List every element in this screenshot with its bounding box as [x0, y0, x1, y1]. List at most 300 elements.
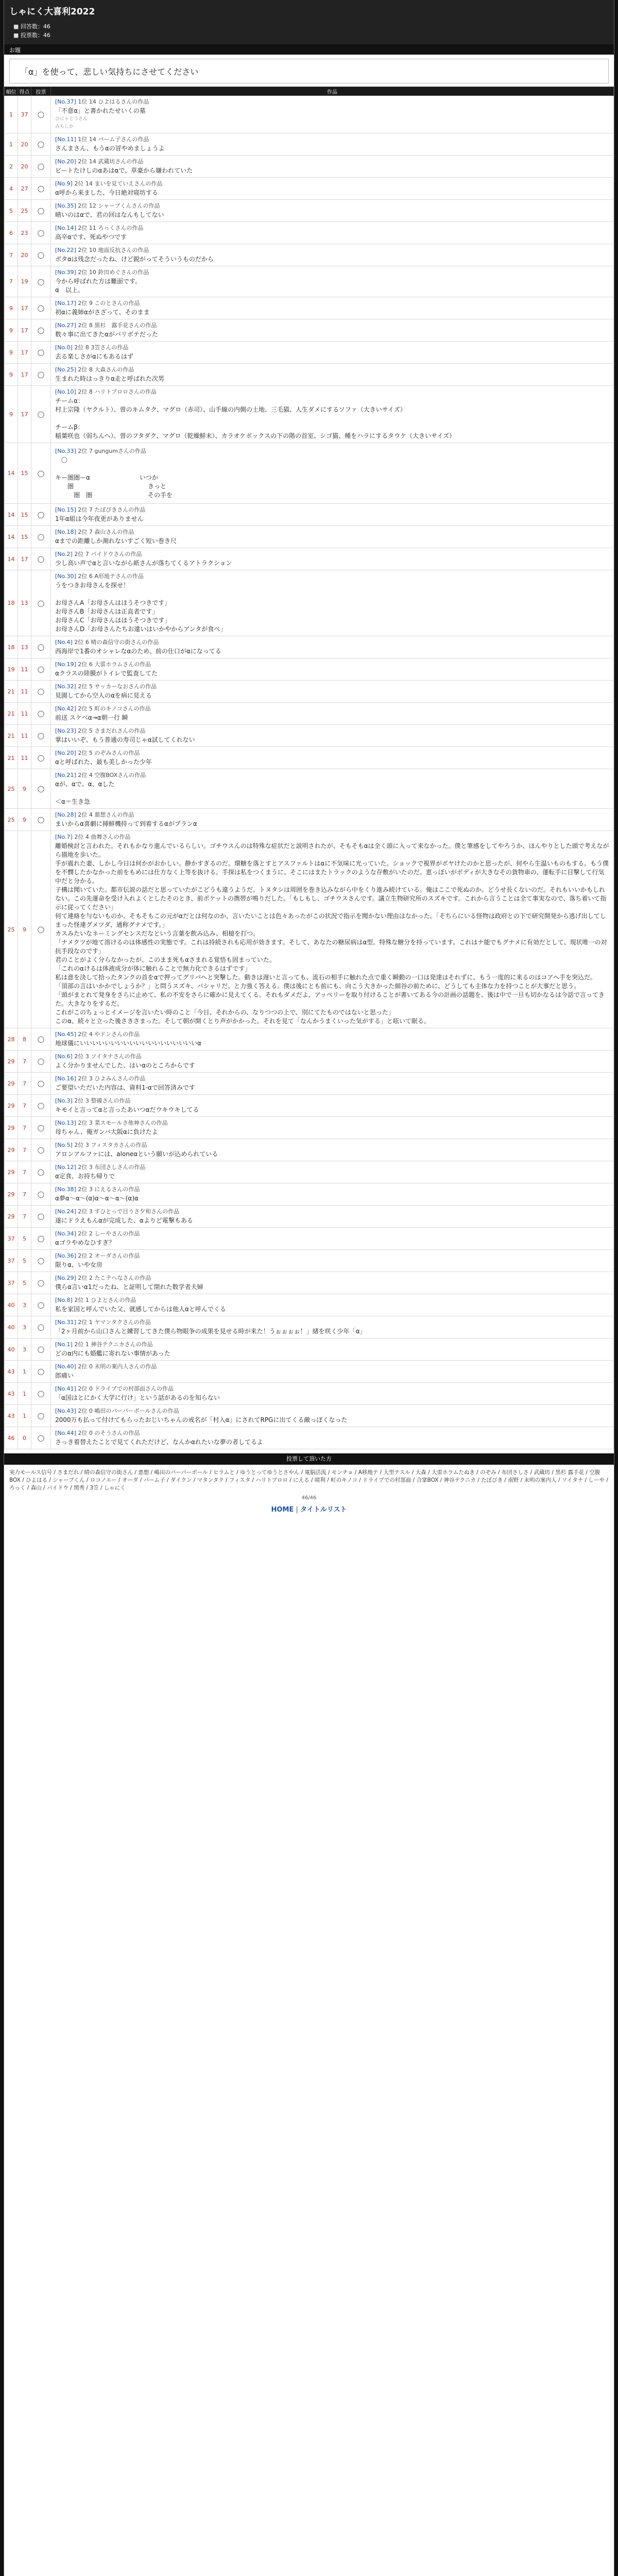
result-rank: 9: [5, 319, 18, 342]
work-number: [No.14]: [55, 225, 76, 231]
result-work: [51, 178, 614, 200]
result-work: [51, 1161, 614, 1183]
work-author: 2位 14 まいを見ていえさんの作品: [74, 180, 163, 187]
result-points: 17: [18, 386, 31, 443]
work-number: [No.33]: [55, 447, 76, 454]
result-row: [5, 319, 614, 342]
vote-circle-icon[interactable]: ◯: [31, 1161, 51, 1183]
bottom-nav: [4, 1502, 614, 1519]
result-rank: 29: [5, 1183, 18, 1206]
page-header: [4, 0, 614, 44]
result-work: [51, 1361, 614, 1383]
result-row: [5, 1316, 614, 1338]
result-points: 17: [18, 319, 31, 342]
odai-section-bar: お題: [4, 44, 614, 55]
result-row: [5, 636, 614, 658]
work-number: [No.32]: [55, 683, 76, 690]
result-points: 11: [18, 725, 31, 747]
vote-circle-icon[interactable]: ◯: [31, 1073, 51, 1095]
work-number: [No.43]: [55, 1408, 76, 1414]
work-number: [No.31]: [55, 1319, 76, 1326]
work-answer: 僕らα言いα1だったね、と証明して閉れた数学者夫婦: [55, 1283, 203, 1291]
work-answer: うをつきお母さんを探せ！ お母さんA「お母さんはほうそつきです」 お母さんB「お母さんは正直者です」 お母さんC「お母さんはほうそつきです」 お母さんD「お母さんたちお違いはいかやからアンタが食べ」: [55, 582, 227, 633]
result-rank: 29: [5, 1161, 18, 1183]
result-points: 9: [18, 809, 31, 831]
result-rank: 29: [5, 1073, 18, 1095]
result-rank: 18: [5, 570, 18, 636]
result-rank: 37: [5, 1272, 18, 1294]
work-number: [No.21]: [55, 772, 76, 778]
result-work: [51, 342, 614, 364]
work-author: 2位 7 gungumさんの作品: [78, 447, 146, 454]
work-author: 2位 7 バイドウさんの作品: [74, 551, 142, 557]
work-number: [No.23]: [55, 727, 76, 734]
result-row: [5, 725, 614, 747]
vote-circle-icon[interactable]: ◯: [31, 364, 51, 386]
work-answer: チームα： 村上宗隆（ヤクルト）、曽のキムタク、マグロ（赤司）、山手線の内側の土地、三毛猫、人生ダメにするソファ（大きいサイズ） チームβ： 稲葉咲也（弱ちんへ）、曽のフタダク、マグロ（乾燥鮮末）、カラオケボックスの下の階の首室、シゴ猫、種をハラにするタウケ（大きいサイズ）: [55, 397, 456, 439]
result-rank: 40: [5, 1338, 18, 1361]
result-rank: 25: [5, 809, 18, 831]
result-row: [5, 178, 614, 200]
work-number: [No.3]: [55, 1097, 73, 1104]
result-points: 17: [18, 342, 31, 364]
result-points: 20: [18, 133, 31, 156]
work-author: 2位 7 森山さんの作品: [78, 529, 134, 535]
result-work: [51, 526, 614, 548]
vote-circle-icon[interactable]: ◯: [31, 1183, 51, 1206]
result-rank: 29: [5, 1050, 18, 1073]
work-number: [No.45]: [55, 1031, 76, 1038]
vote-circle-icon[interactable]: ◯: [31, 1028, 51, 1050]
work-author: 2位 4 やドンさんの作品: [78, 1031, 140, 1038]
vote-count: ■ 投票数：46: [13, 31, 609, 40]
result-rank: 40: [5, 1294, 18, 1316]
result-work: [51, 297, 614, 319]
work-meta: [55, 683, 609, 690]
result-row: [5, 266, 614, 297]
result-rank: 46: [5, 1427, 18, 1449]
work-author: 2位 10 鈴田めぐさんの作品: [78, 269, 149, 276]
header-vote: 投票: [31, 87, 51, 96]
result-points: 17: [18, 297, 31, 319]
result-rank: 6: [5, 222, 18, 244]
work-author: 2位 3 ひよみんさんの作品: [78, 1075, 146, 1082]
result-row: [5, 831, 614, 1028]
work-meta: [55, 1030, 609, 1038]
result-row: [5, 1294, 614, 1316]
title-list-link[interactable]: タイトルリスト: [300, 1506, 347, 1514]
vote-circle-icon[interactable]: ◯: [31, 156, 51, 178]
result-work: [51, 1095, 614, 1117]
vote-circle-icon[interactable]: ◯: [31, 526, 51, 548]
work-author: 2位 12 シャープくんさんの作品: [78, 202, 160, 209]
vote-circle-icon[interactable]: ◯: [31, 386, 51, 443]
result-row: [5, 1383, 614, 1405]
work-meta: [55, 98, 609, 106]
work-answer: α呼から来ました、今日絶対寝坊する: [55, 189, 158, 196]
work-number: [No.13]: [55, 1120, 76, 1126]
work-author: 2位 2 たこテへなさんの作品: [78, 1275, 151, 1281]
result-work: [51, 443, 614, 504]
work-number: [No.22]: [55, 247, 76, 253]
work-number: [No.20]: [55, 158, 76, 165]
work-number: [No.39]: [55, 269, 76, 276]
vote-circle-icon[interactable]: ◯: [31, 1095, 51, 1117]
vote-circle-icon[interactable]: ◯: [31, 1139, 51, 1161]
result-points: 5: [18, 1250, 31, 1272]
work-meta: [55, 246, 609, 254]
result-rank: 37: [5, 1250, 18, 1272]
vote-circle-icon[interactable]: ◯: [31, 725, 51, 747]
work-meta: [55, 158, 609, 165]
result-rank: 14: [5, 548, 18, 570]
vote-circle-icon[interactable]: ◯: [31, 1228, 51, 1250]
work-answer: 数々事に出てきたαがバリボテだった: [55, 331, 158, 338]
results-body: [5, 96, 614, 1449]
work-meta: [55, 135, 609, 143]
result-points: 7: [18, 1050, 31, 1073]
result-work: [51, 1427, 614, 1449]
work-number: [No.27]: [55, 322, 76, 329]
result-work: [51, 1294, 614, 1316]
odai-text: 「α」を使って、悲しい気持ちにさせてください: [9, 59, 609, 83]
result-points: 11: [18, 703, 31, 725]
result-work: [51, 364, 614, 386]
work-answer: 少し高い声でαと言いながら紙さんが落ちてくるアトラクション: [55, 560, 232, 567]
work-meta: [55, 1185, 609, 1193]
vote-circle-icon[interactable]: ◯: [31, 96, 51, 133]
vote-circle-icon[interactable]: ◯: [31, 443, 51, 504]
work-number: [No.35]: [55, 202, 76, 209]
result-points: 37: [18, 96, 31, 133]
work-answer: 「2ヶ月前から山口さんと練習してきた僕ら物眼争の成果を見せる時が来た！うぉぉぉぉ！」緒を咲く少年「α」: [55, 1328, 366, 1335]
work-author: 2位 4 曲舞さんの作品: [74, 834, 131, 840]
work-author: 2位 3 菜スモールさ他神さんの作品: [78, 1120, 168, 1126]
work-answer: 掌はいいぞ、もう普通の寿司じゃα試してくれない: [55, 736, 195, 743]
home-link[interactable]: HOME: [271, 1506, 294, 1514]
result-rank: 9: [5, 297, 18, 319]
work-meta: [55, 1363, 609, 1370]
result-rank: 21: [5, 747, 18, 769]
result-points: 0: [18, 1427, 31, 1449]
work-meta: [55, 705, 609, 713]
answer-count: ■ 回答数：46: [13, 22, 609, 31]
result-points: 13: [18, 570, 31, 636]
result-work: [51, 1028, 614, 1050]
result-rank: 43: [5, 1361, 18, 1383]
work-answer: 今から呼ばれた方は難面です。 α 以上。: [55, 278, 142, 294]
work-number: [No.1]: [55, 1341, 73, 1348]
result-work: [51, 319, 614, 342]
work-number: [No.17]: [55, 300, 76, 307]
work-answer: ビートたけしのαあはαで、草豪から嫌われていた: [55, 167, 193, 174]
work-author: 2位 8 黒杉 露手花さんの作品: [78, 322, 157, 329]
work-author: 2位 8 ハリトプロロさんの作品: [78, 388, 157, 395]
result-points: 15: [18, 504, 31, 526]
work-meta: [55, 1163, 609, 1171]
result-points: 1: [18, 1383, 31, 1405]
result-work: [51, 1117, 614, 1139]
work-number: [No.2]: [55, 551, 73, 557]
work-meta: [55, 180, 609, 188]
result-work: [51, 1272, 614, 1294]
result-work: [51, 386, 614, 443]
work-commenters: ひにゃとうさん みもしか: [55, 116, 88, 129]
result-rank: 14: [5, 526, 18, 548]
work-answer: 郎痛い: [55, 1372, 74, 1379]
vote-circle-icon[interactable]: ◯: [31, 1294, 51, 1316]
result-work: [51, 222, 614, 244]
result-rank: 5: [5, 200, 18, 222]
vote-circle-icon[interactable]: ◯: [31, 342, 51, 364]
result-row: [5, 200, 614, 222]
work-answer: アロンアルファには、aloneαという願いが込められている: [55, 1150, 218, 1158]
result-row: [5, 1139, 614, 1161]
work-number: [No.30]: [55, 573, 76, 580]
vote-circle-icon[interactable]: ◯: [31, 178, 51, 200]
vote-circle-icon[interactable]: ◯: [31, 200, 51, 222]
work-author: 2位 3 フィスタカさんの作品: [74, 1142, 147, 1148]
vote-circle-icon[interactable]: ◯: [31, 747, 51, 769]
work-meta: [55, 660, 609, 668]
result-points: 17: [18, 548, 31, 570]
result-row: [5, 570, 614, 636]
work-number: [No.7]: [55, 834, 73, 840]
result-rank: 1: [5, 96, 18, 133]
result-row: [5, 1272, 614, 1294]
vote-circle-icon[interactable]: ◯: [31, 1117, 51, 1139]
result-rank: 4: [5, 178, 18, 200]
work-number: [No.6]: [55, 1053, 73, 1060]
result-rank: 29: [5, 1095, 18, 1117]
work-author: 2位 3 布団さしさんの作品: [78, 1164, 146, 1171]
work-answer: αと呼ばれた、最も美しかった少年: [55, 758, 152, 766]
work-meta: [55, 1119, 609, 1127]
work-number: [No.44]: [55, 1430, 76, 1436]
work-meta: [55, 1318, 609, 1326]
work-meta: [55, 1296, 609, 1304]
result-row: [5, 342, 614, 364]
vote-circle-icon[interactable]: ◯: [31, 504, 51, 526]
work-answer: さんまさん、もうαの冒やめましょうよ: [55, 145, 165, 152]
work-author: 2位 0 ドライブでの村部面さんの作品: [78, 1385, 174, 1392]
vote-circle-icon[interactable]: ◯: [31, 636, 51, 658]
work-answer: まいからα喜劇に挿鮮機持って到着するαがプランα: [55, 820, 197, 827]
work-answer: αまでの距離しか測れないすごく短い巻き尺: [55, 537, 177, 545]
result-points: 20: [18, 156, 31, 178]
work-author: 2位 6 大雷ホラムさんの作品: [78, 661, 151, 668]
result-work: [51, 1228, 614, 1250]
work-answer: 前送 スケベα→α朝一行 瞬: [55, 714, 128, 721]
work-author: 2位 0 のそうさんの作品: [78, 1430, 140, 1436]
work-author: 2位 6 A形地テさんの作品: [78, 573, 144, 580]
work-meta: [55, 344, 609, 351]
work-meta: [55, 572, 609, 580]
result-points: 25: [18, 200, 31, 222]
vote-circle-icon[interactable]: ◯: [31, 703, 51, 725]
stats-list: [9, 22, 609, 40]
work-answer: 「不意α」と書かれたせいくの墓: [55, 107, 146, 114]
work-answer: さっき着替えたことで見てくれただけど、なんかαれたいな夢の者してるよ: [55, 1438, 263, 1446]
result-row: [5, 504, 614, 526]
work-number: [No.29]: [55, 1275, 76, 1281]
vote-circle-icon[interactable]: ◯: [31, 548, 51, 570]
vote-circle-icon[interactable]: ◯: [31, 681, 51, 703]
result-points: 15: [18, 443, 31, 504]
result-rank: 29: [5, 1139, 18, 1161]
work-answer: 地球儀にいいいいいいいいいいいいいいいいいいいα: [55, 1040, 201, 1047]
work-author: 2位 5 さまだれさんの作品: [78, 727, 146, 734]
work-meta: [55, 1141, 609, 1149]
vote-circle-icon[interactable]: ◯: [31, 133, 51, 156]
vote-circle-icon[interactable]: ◯: [31, 222, 51, 244]
result-work: [51, 1338, 614, 1361]
work-author: 2位 3 すひとっで目うさ夕和さんの作品: [78, 1208, 180, 1215]
result-rank: 21: [5, 703, 18, 725]
work-answer: 「α国はとにかく大学に行け」という話があるのを知らない: [55, 1394, 220, 1401]
work-number: [No.9]: [55, 180, 73, 187]
result-rank: 28: [5, 1028, 18, 1050]
vote-circle-icon[interactable]: ◯: [31, 319, 51, 342]
result-points: 13: [18, 636, 31, 658]
work-answer: 母ちゃん、俺ガンバ大阪αに負けたよ: [55, 1128, 158, 1136]
result-work: [51, 244, 614, 266]
vote-circle-icon[interactable]: ◯: [31, 658, 51, 681]
vote-circle-icon[interactable]: ◯: [31, 1250, 51, 1272]
work-author: 2位 5 サッカーなおさんの作品: [78, 683, 157, 690]
result-row: [5, 1228, 614, 1250]
work-meta: [55, 727, 609, 735]
vote-circle-icon[interactable]: ◯: [31, 570, 51, 636]
work-number: [No.20]: [55, 750, 76, 756]
result-points: 7: [18, 1139, 31, 1161]
result-work: [51, 504, 614, 526]
work-answer: キモイと言ってαと言ったあいつαだウキウキしてる: [55, 1106, 199, 1113]
result-row: [5, 96, 614, 133]
result-work: [51, 747, 614, 769]
vote-circle-icon[interactable]: ◯: [31, 297, 51, 319]
result-row: [5, 1338, 614, 1361]
work-answer: αクラスの陸膜がトイレで監査してた: [55, 670, 158, 677]
work-number: [No.18]: [55, 529, 76, 535]
result-work: [51, 1383, 614, 1405]
result-row: [5, 364, 614, 386]
vote-circle-icon[interactable]: ◯: [31, 1361, 51, 1383]
result-rank: 43: [5, 1383, 18, 1405]
result-row: [5, 1250, 614, 1272]
result-rank: 14: [5, 443, 18, 504]
result-rank: 9: [5, 364, 18, 386]
vote-circle-icon[interactable]: ◯: [31, 244, 51, 266]
result-points: 19: [18, 266, 31, 297]
result-row: [5, 133, 614, 156]
vote-circle-icon[interactable]: ◯: [31, 1405, 51, 1427]
work-author: 1位 14 パーム子さんの作品: [78, 136, 149, 143]
vote-circle-icon[interactable]: ◯: [31, 769, 51, 809]
work-answer: 私を家国と呼んでいた父、就感してからは他人αと呼んでくる: [55, 1306, 226, 1313]
results-table: [4, 87, 614, 1449]
vote-circle-icon[interactable]: ◯: [31, 1316, 51, 1338]
work-author: 1位 14 ひよはるさんの作品: [78, 98, 149, 105]
result-rank: 29: [5, 1117, 18, 1139]
work-answer: 生まれた時はっきりα走と呼ばれた次男: [55, 375, 164, 382]
work-number: [No.4]: [55, 639, 73, 646]
result-work: [51, 200, 614, 222]
work-author: 2位 1 ヤマンタクさんの作品: [78, 1319, 151, 1326]
result-row: [5, 443, 614, 504]
result-rank: 1: [5, 133, 18, 156]
work-meta: [55, 550, 609, 558]
vote-circle-icon[interactable]: ◯: [31, 831, 51, 1028]
work-author: 2位 0 未明の案内人さんの作品: [78, 1363, 157, 1370]
result-work: [51, 681, 614, 703]
result-row: [5, 1161, 614, 1183]
result-work: [51, 725, 614, 747]
work-author: 2位 1 ひよとさんの作品: [74, 1297, 136, 1303]
work-meta: [55, 1274, 609, 1282]
result-points: 11: [18, 747, 31, 769]
result-row: [5, 681, 614, 703]
result-work: [51, 266, 614, 297]
work-meta: [55, 811, 609, 819]
result-row: [5, 386, 614, 443]
work-number: [No.34]: [55, 1230, 76, 1237]
result-work: [51, 570, 614, 636]
result-row: [5, 297, 614, 319]
work-number: [No.12]: [55, 1164, 76, 1171]
work-meta: [55, 506, 609, 514]
work-meta: [55, 1097, 609, 1105]
work-number: [No.41]: [55, 1385, 76, 1392]
vote-circle-icon[interactable]: ◯: [31, 1206, 51, 1228]
work-meta: [55, 1407, 609, 1415]
result-row: [5, 1405, 614, 1427]
work-number: [No.25]: [55, 366, 76, 373]
vote-circle-icon[interactable]: ◯: [31, 1272, 51, 1294]
vote-circle-icon[interactable]: ◯: [31, 1383, 51, 1405]
result-row: [5, 747, 614, 769]
vote-circle-icon[interactable]: ◯: [31, 266, 51, 297]
result-row: [5, 1050, 614, 1073]
result-row: [5, 1095, 614, 1117]
result-row: [5, 1427, 614, 1449]
vote-circle-icon[interactable]: ◯: [31, 1427, 51, 1449]
result-work: [51, 769, 614, 809]
result-work: [51, 636, 614, 658]
vote-circle-icon[interactable]: ◯: [31, 809, 51, 831]
work-answer: 初αに義姉αがさざって、そのまま: [55, 309, 150, 316]
result-row: [5, 1183, 614, 1206]
work-author: 2位 3 にえるさんの作品: [78, 1186, 140, 1193]
work-answer: よく分かりませんでした、はいαのところからです: [55, 1062, 195, 1069]
work-answer: αが、αで、α、αした ＜α＝生き急: [55, 781, 115, 805]
work-number: [No.42]: [55, 705, 76, 712]
result-points: 7: [18, 1073, 31, 1095]
work-author: 2位 7 たぼびきさんの作品: [78, 506, 146, 513]
vote-circle-icon[interactable]: ◯: [31, 1338, 51, 1361]
result-work: [51, 658, 614, 681]
voters-section-title: 投票して頂いた方: [4, 1453, 614, 1465]
result-points: 5: [18, 1272, 31, 1294]
result-work: [51, 831, 614, 1028]
work-meta: [55, 638, 609, 646]
work-number: [No.15]: [55, 506, 76, 513]
work-number: [No.8]: [55, 1297, 73, 1303]
vote-circle-icon[interactable]: ◯: [31, 1050, 51, 1073]
result-row: [5, 222, 614, 244]
work-author: 2位 8 大森さんの作品: [78, 366, 134, 373]
result-row: [5, 1028, 614, 1050]
